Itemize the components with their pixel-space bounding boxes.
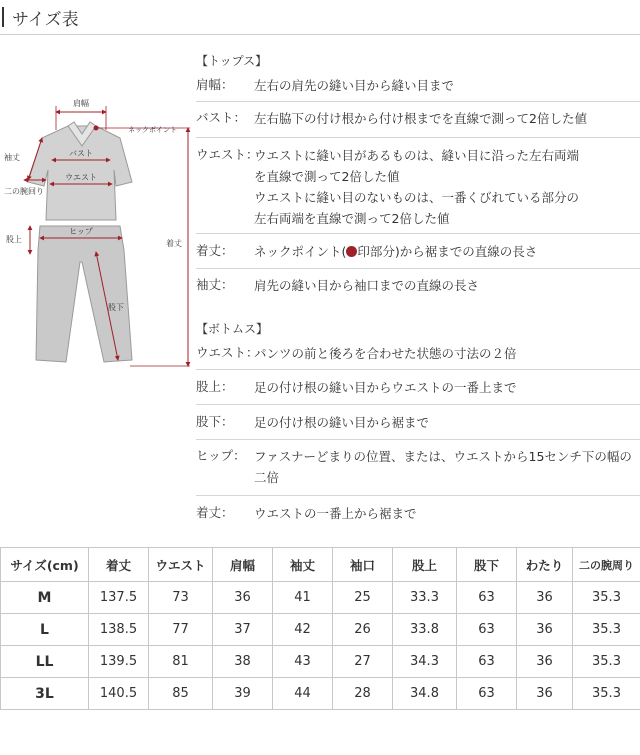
table-row [1,614,640,646]
table-cell: 36 [517,678,573,710]
row-desc: 肩先の縫い目から袖口までの直線の長さ [254,278,480,293]
header-cell: 袖丈 [273,548,333,582]
table-cell: 140.5 [89,678,149,710]
table-cell: 36 [517,614,573,646]
table-cell: 39 [213,678,273,710]
table-cell: 28 [333,678,393,710]
table-cell: 73 [149,582,213,614]
size-label: M [1,582,89,614]
row-desc: 足の付け根の縫い目からウエストの一番上まで [254,380,517,395]
divider [196,101,640,102]
label-matagami: 股上 [6,235,22,244]
label-hip: ヒップ [69,227,93,236]
label-waist: ウエスト [65,173,97,182]
header-cell: 袖口 [333,548,393,582]
table-row [1,646,640,678]
label-kitake: 着丈 [166,239,182,248]
table-header-row [1,548,640,582]
row-term: バスト： [196,110,247,125]
header-cell: 二の腕周り [573,548,640,582]
garment-illustration [0,90,196,390]
table-row [1,582,640,614]
table-cell: 63 [457,678,517,710]
row-desc: ネックポイント( 印部分)から裾までの直線の長さ [254,244,538,259]
row-desc: 左右脇下の付け根から付け根までを直線で測って2倍した値 [254,111,587,126]
header-cell: 股上 [393,548,457,582]
table-cell: 38 [213,646,273,678]
table-cell: 137.5 [89,582,149,614]
row-term: 股上： [196,379,234,394]
label-neck-point: ネックポイント [128,126,177,134]
header-cell: 着丈 [89,548,149,582]
header-cell: サイズ(cm) [1,548,89,582]
table-cell: 35.3 [573,646,640,678]
table-cell: 35.3 [573,614,640,646]
table-cell: 33.8 [393,614,457,646]
table-cell: 43 [273,646,333,678]
table-cell: 44 [273,678,333,710]
row-term: 着丈： [196,243,234,258]
red-dot-icon [346,246,357,257]
row-desc: ウエストに縫い目があるものは、縫い目に沿った左右両端 を直線で測って2倍した値 ウエストに縫い目のないものは、一番くびれている部分の 左右両端を直線で測って2倍した値 [254,148,580,226]
label-nino-ude: 二の腕回り [4,187,44,196]
table-cell: 26 [333,614,393,646]
table-cell: 34.8 [393,678,457,710]
table-cell: 85 [149,678,213,710]
divider [196,404,640,405]
header-cell: 股下 [457,548,517,582]
row-term: ウエスト： [196,345,259,360]
bottoms-heading: 【ボトムス】 [196,322,269,336]
table-cell: 33.3 [393,582,457,614]
table-cell: 35.3 [573,582,640,614]
table-cell: 138.5 [89,614,149,646]
table-cell: 42 [273,614,333,646]
page-header [0,0,640,34]
divider [196,439,640,440]
title-accent-bar [2,7,4,27]
divider [196,233,640,234]
row-term: ヒップ： [196,448,246,463]
table-cell: 63 [457,646,517,678]
row-term: 着丈： [196,505,234,520]
table-cell: 27 [333,646,393,678]
pants-shape [36,226,132,362]
divider [196,369,640,370]
size-table [0,547,640,710]
table-cell: 139.5 [89,646,149,678]
table-cell: 35.3 [573,678,640,710]
table-cell: 41 [273,582,333,614]
table-cell: 36 [517,646,573,678]
label-katahaba: 肩幅 [73,99,89,108]
table-cell: 77 [149,614,213,646]
table-row [1,678,640,710]
row-term: 袖丈： [196,277,234,292]
row-desc: ファスナーどまりの位置、または、ウエストから15センチ下の幅の 二倍 [254,449,632,485]
size-label: LL [1,646,89,678]
label-matashita: 股下 [108,303,124,312]
divider [196,495,640,496]
header-cell: わたり [517,548,573,582]
row-term: 股下： [196,414,234,429]
garment-svg [0,90,196,390]
table-cell: 81 [149,646,213,678]
neck-point-marker [94,126,99,131]
row-term: 肩幅： [196,77,234,92]
table-cell: 36 [517,582,573,614]
size-label: 3L [1,678,89,710]
label-bust: バスト [69,149,93,158]
label-sodetake: 袖丈 [4,153,20,162]
row-desc: ウエストの一番上から裾まで [254,506,417,521]
page-title: サイズ表 [12,10,79,30]
table-cell: 37 [213,614,273,646]
row-term: ウエスト： [196,147,259,162]
size-label: L [1,614,89,646]
row-desc: 足の付け根の縫い目から裾まで [254,415,430,430]
header-cell: 肩幅 [213,548,273,582]
divider [196,137,640,138]
table-cell: 25 [333,582,393,614]
row-desc: パンツの前と後ろを合わせた状態の寸法の２倍 [254,346,517,361]
row-desc: 左右の肩先の縫い目から縫い目まで [254,78,455,93]
table-cell: 34.3 [393,646,457,678]
table-cell: 63 [457,582,517,614]
table-cell: 36 [213,582,273,614]
header-cell: ウエスト [149,548,213,582]
tops-heading: 【トップス】 [196,54,268,68]
table-cell: 63 [457,614,517,646]
header-divider [0,34,640,35]
divider [196,268,640,269]
